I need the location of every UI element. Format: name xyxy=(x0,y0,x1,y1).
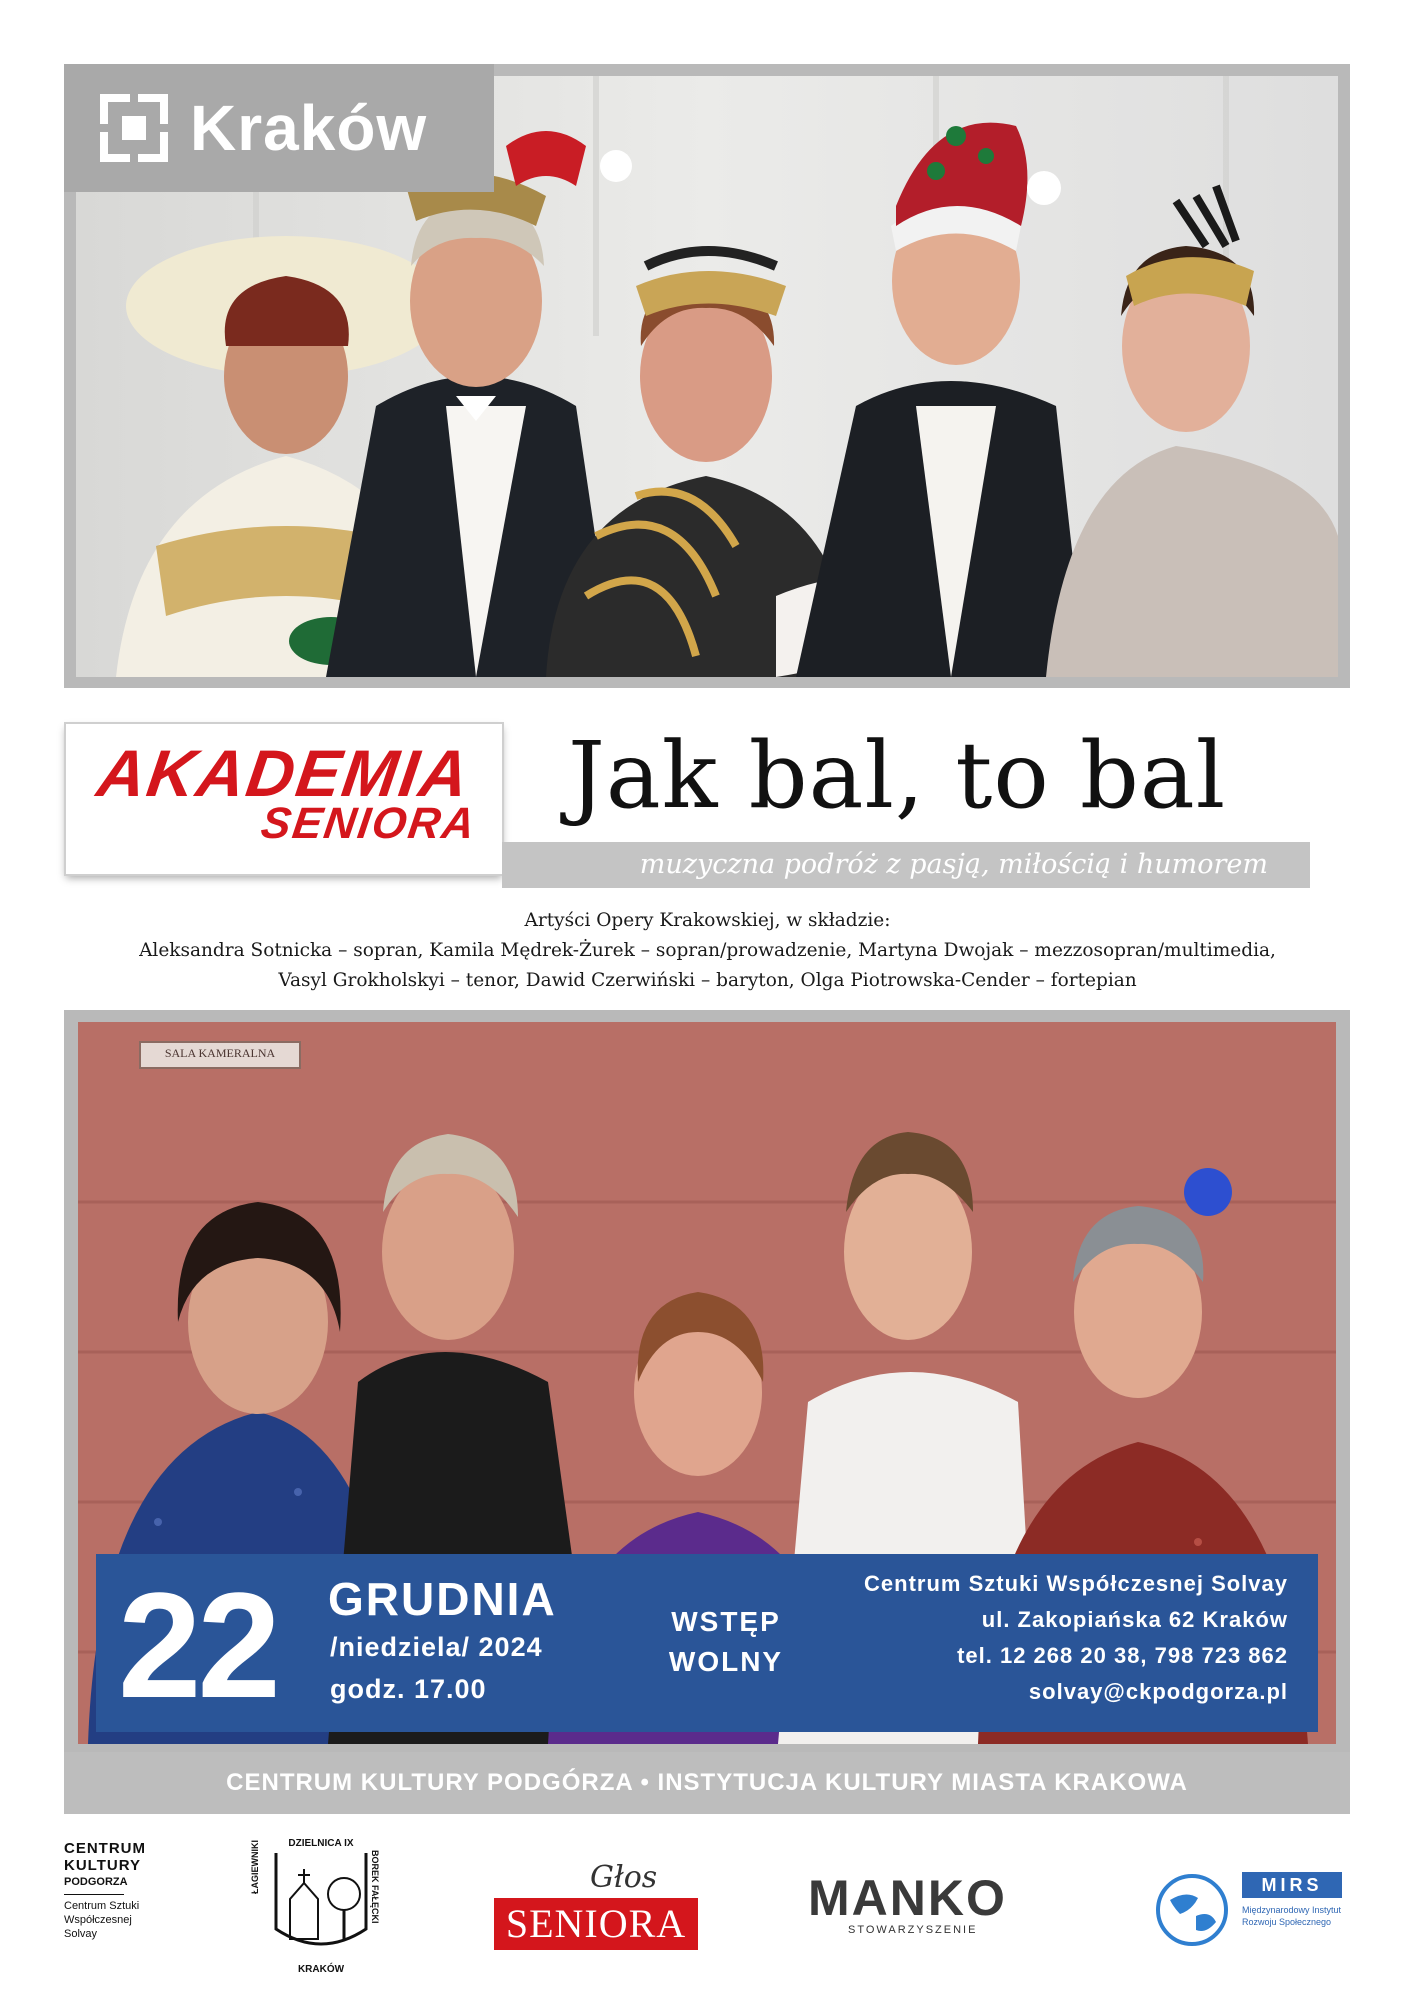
day-number: 22 xyxy=(118,1561,277,1729)
ckp-logo xyxy=(64,1840,174,1941)
event-subtitle: muzyczna podróż z pasją, miłością i humorem xyxy=(502,842,1310,888)
venue-block xyxy=(768,1566,1288,1710)
dzielnica-ix-logo xyxy=(250,1838,386,1980)
sala-kameralna-sign: SALA KAMERALNA xyxy=(164,1046,276,1060)
ckp-sub-3: Solvay xyxy=(64,1928,98,1940)
badge-line-1: AKADEMIA xyxy=(92,736,476,810)
krakow-logo-text: Kraków xyxy=(190,92,428,164)
ckp-line-1: CENTRUM xyxy=(64,1840,146,1857)
venue-name: Centrum Sztuki Współczesnej Solvay xyxy=(864,1571,1288,1596)
dz-top: DZIELNICA IX xyxy=(288,1838,354,1849)
organizer-footer: CENTRUM KULTURY PODGÓRZA • INSTYTUCJA KULTURY MIASTA KRAKOWA xyxy=(64,1752,1350,1814)
krakow-logo-icon xyxy=(100,94,168,162)
manko-sub: STOWARZYSZENIE xyxy=(848,1924,978,1936)
ckp-sub-1: Centrum Sztuki xyxy=(64,1900,140,1912)
event-title: Jak bal, to bal xyxy=(568,722,1227,829)
venue-address: ul. Zakopiańska 62 Kraków xyxy=(981,1607,1288,1632)
globe-icon xyxy=(1152,1870,1232,1950)
mirs-logo xyxy=(1152,1862,1352,1962)
artists-intro: Artyści Opery Krakowskiej, w składzie: xyxy=(524,910,891,931)
mirs-line-1: Międzynarodowy Instytut xyxy=(1242,1905,1342,1915)
krakow-city-logo xyxy=(64,64,494,192)
mirs-code: MIRS xyxy=(1242,1872,1342,1898)
manko-logo xyxy=(808,1872,1048,1936)
free-entry-line-2: WOLNY xyxy=(668,1646,784,1677)
artists-block xyxy=(40,906,1375,996)
event-info-box xyxy=(96,1554,1318,1732)
free-entry-line-1: WSTĘP xyxy=(671,1606,781,1637)
akademia-seniora-badge xyxy=(66,724,502,874)
glos-script: Głos xyxy=(590,1860,658,1895)
dz-left: ŁAGIEWNIKI xyxy=(250,1840,260,1894)
dz-bottom: KRAKÓW xyxy=(297,1964,345,1975)
dz-right: BOREK FAŁĘCKI xyxy=(370,1850,380,1924)
manko-main: MANKO xyxy=(808,1870,1007,1926)
ckp-line-2: KULTURY xyxy=(64,1857,141,1874)
glos-main: SENIORA xyxy=(494,1898,698,1950)
glos-seniora-logo xyxy=(494,1860,698,1960)
ckp-sub-2: Współczesnej xyxy=(64,1914,132,1926)
weekday-year: /niedziela/ 2024 xyxy=(330,1632,543,1662)
month-label: GRUDNIA xyxy=(328,1573,557,1625)
event-time: godz. 17.00 xyxy=(330,1674,487,1704)
venue-phone: tel. 12 268 20 38, 798 723 862 xyxy=(957,1643,1288,1668)
artists-line-3: Vasyl Grokholskyi – tenor, Dawid Czerwiński – baryton, Olga Piotrowska-Cender – fortepian xyxy=(278,970,1137,991)
venue-email: solvay@ckpodgorza.pl xyxy=(1028,1679,1288,1704)
ckp-line-3: PODGORZA xyxy=(64,1876,128,1888)
artists-line-2: Aleksandra Sotnicka – sopran, Kamila Mędrek-Żurek – sopran/prowadzenie, Martyna Dwojak – mezzosopran/multimedia, xyxy=(139,940,1276,961)
dzielnica-emblem-icon xyxy=(256,1849,386,1959)
badge-line-2: SENIORA xyxy=(258,799,480,848)
mirs-line-2: Rozwoju Społecznego xyxy=(1242,1917,1332,1927)
